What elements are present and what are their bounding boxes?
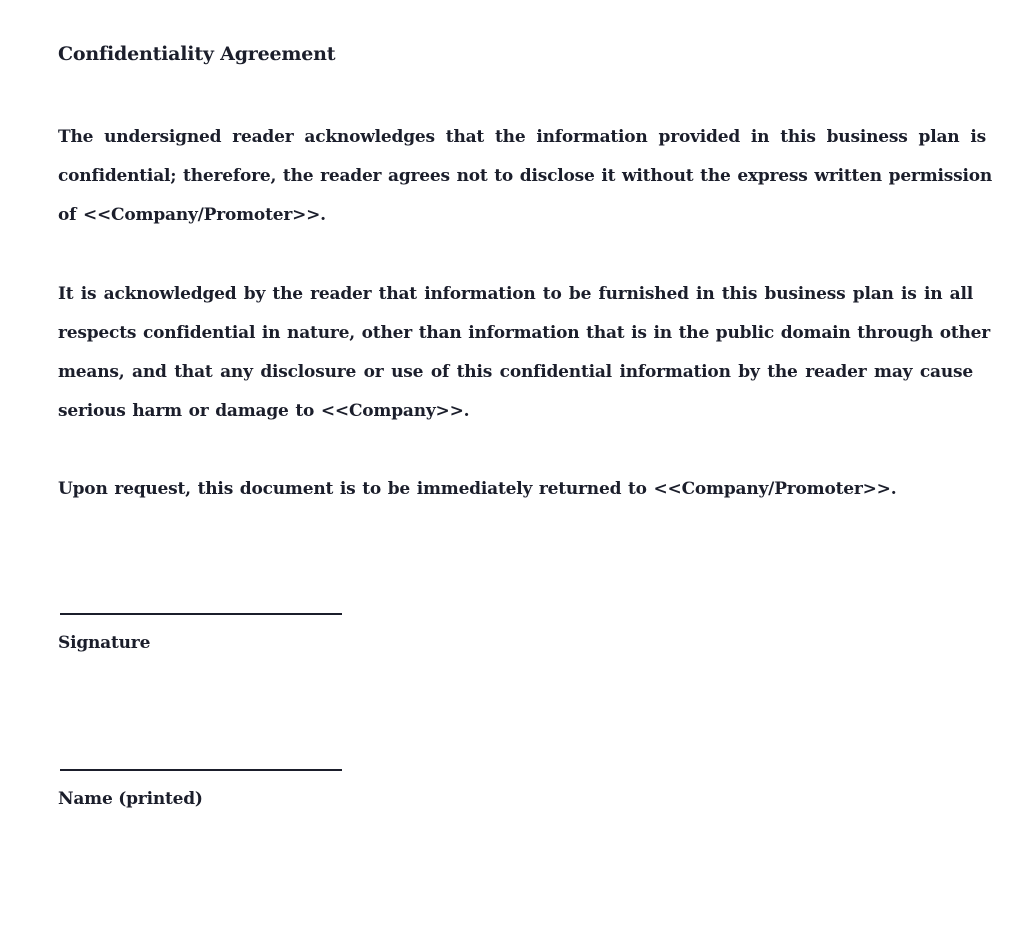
paragraph-acknowledgement	[58, 118, 993, 235]
paragraph-confidential-nature	[58, 275, 991, 431]
document-title: Confidentiality Agreement	[58, 43, 336, 65]
paragraph-line: confidential; therefore, the reader agrees not to disclose it without the express written permission	[58, 166, 993, 186]
signature-line	[60, 613, 342, 615]
paragraph-line: It is acknowledged by the reader that information to be furnished in this business plan is in all	[58, 284, 973, 304]
paragraph-line: means, and that any disclosure or use of this confidential information by the reader may cause	[58, 362, 973, 382]
signature-label: Signature	[58, 633, 151, 653]
name-line	[60, 769, 342, 771]
paragraph-return-request	[58, 470, 998, 509]
paragraph-line: serious harm or damage to <<Company>>.	[58, 401, 470, 421]
paragraph-line: Upon request, this document is to be immediately returned to <<Company/Promoter>>.	[58, 479, 897, 499]
paragraph-line: of <<Company/Promoter>>.	[58, 205, 326, 225]
paragraph-line: The undersigned reader acknowledges that the information provided in this business plan is	[58, 127, 986, 147]
name-printed-label: Name (printed)	[58, 789, 203, 809]
paragraph-line: respects confidential in nature, other than information that is in the public domain through other	[58, 323, 991, 343]
